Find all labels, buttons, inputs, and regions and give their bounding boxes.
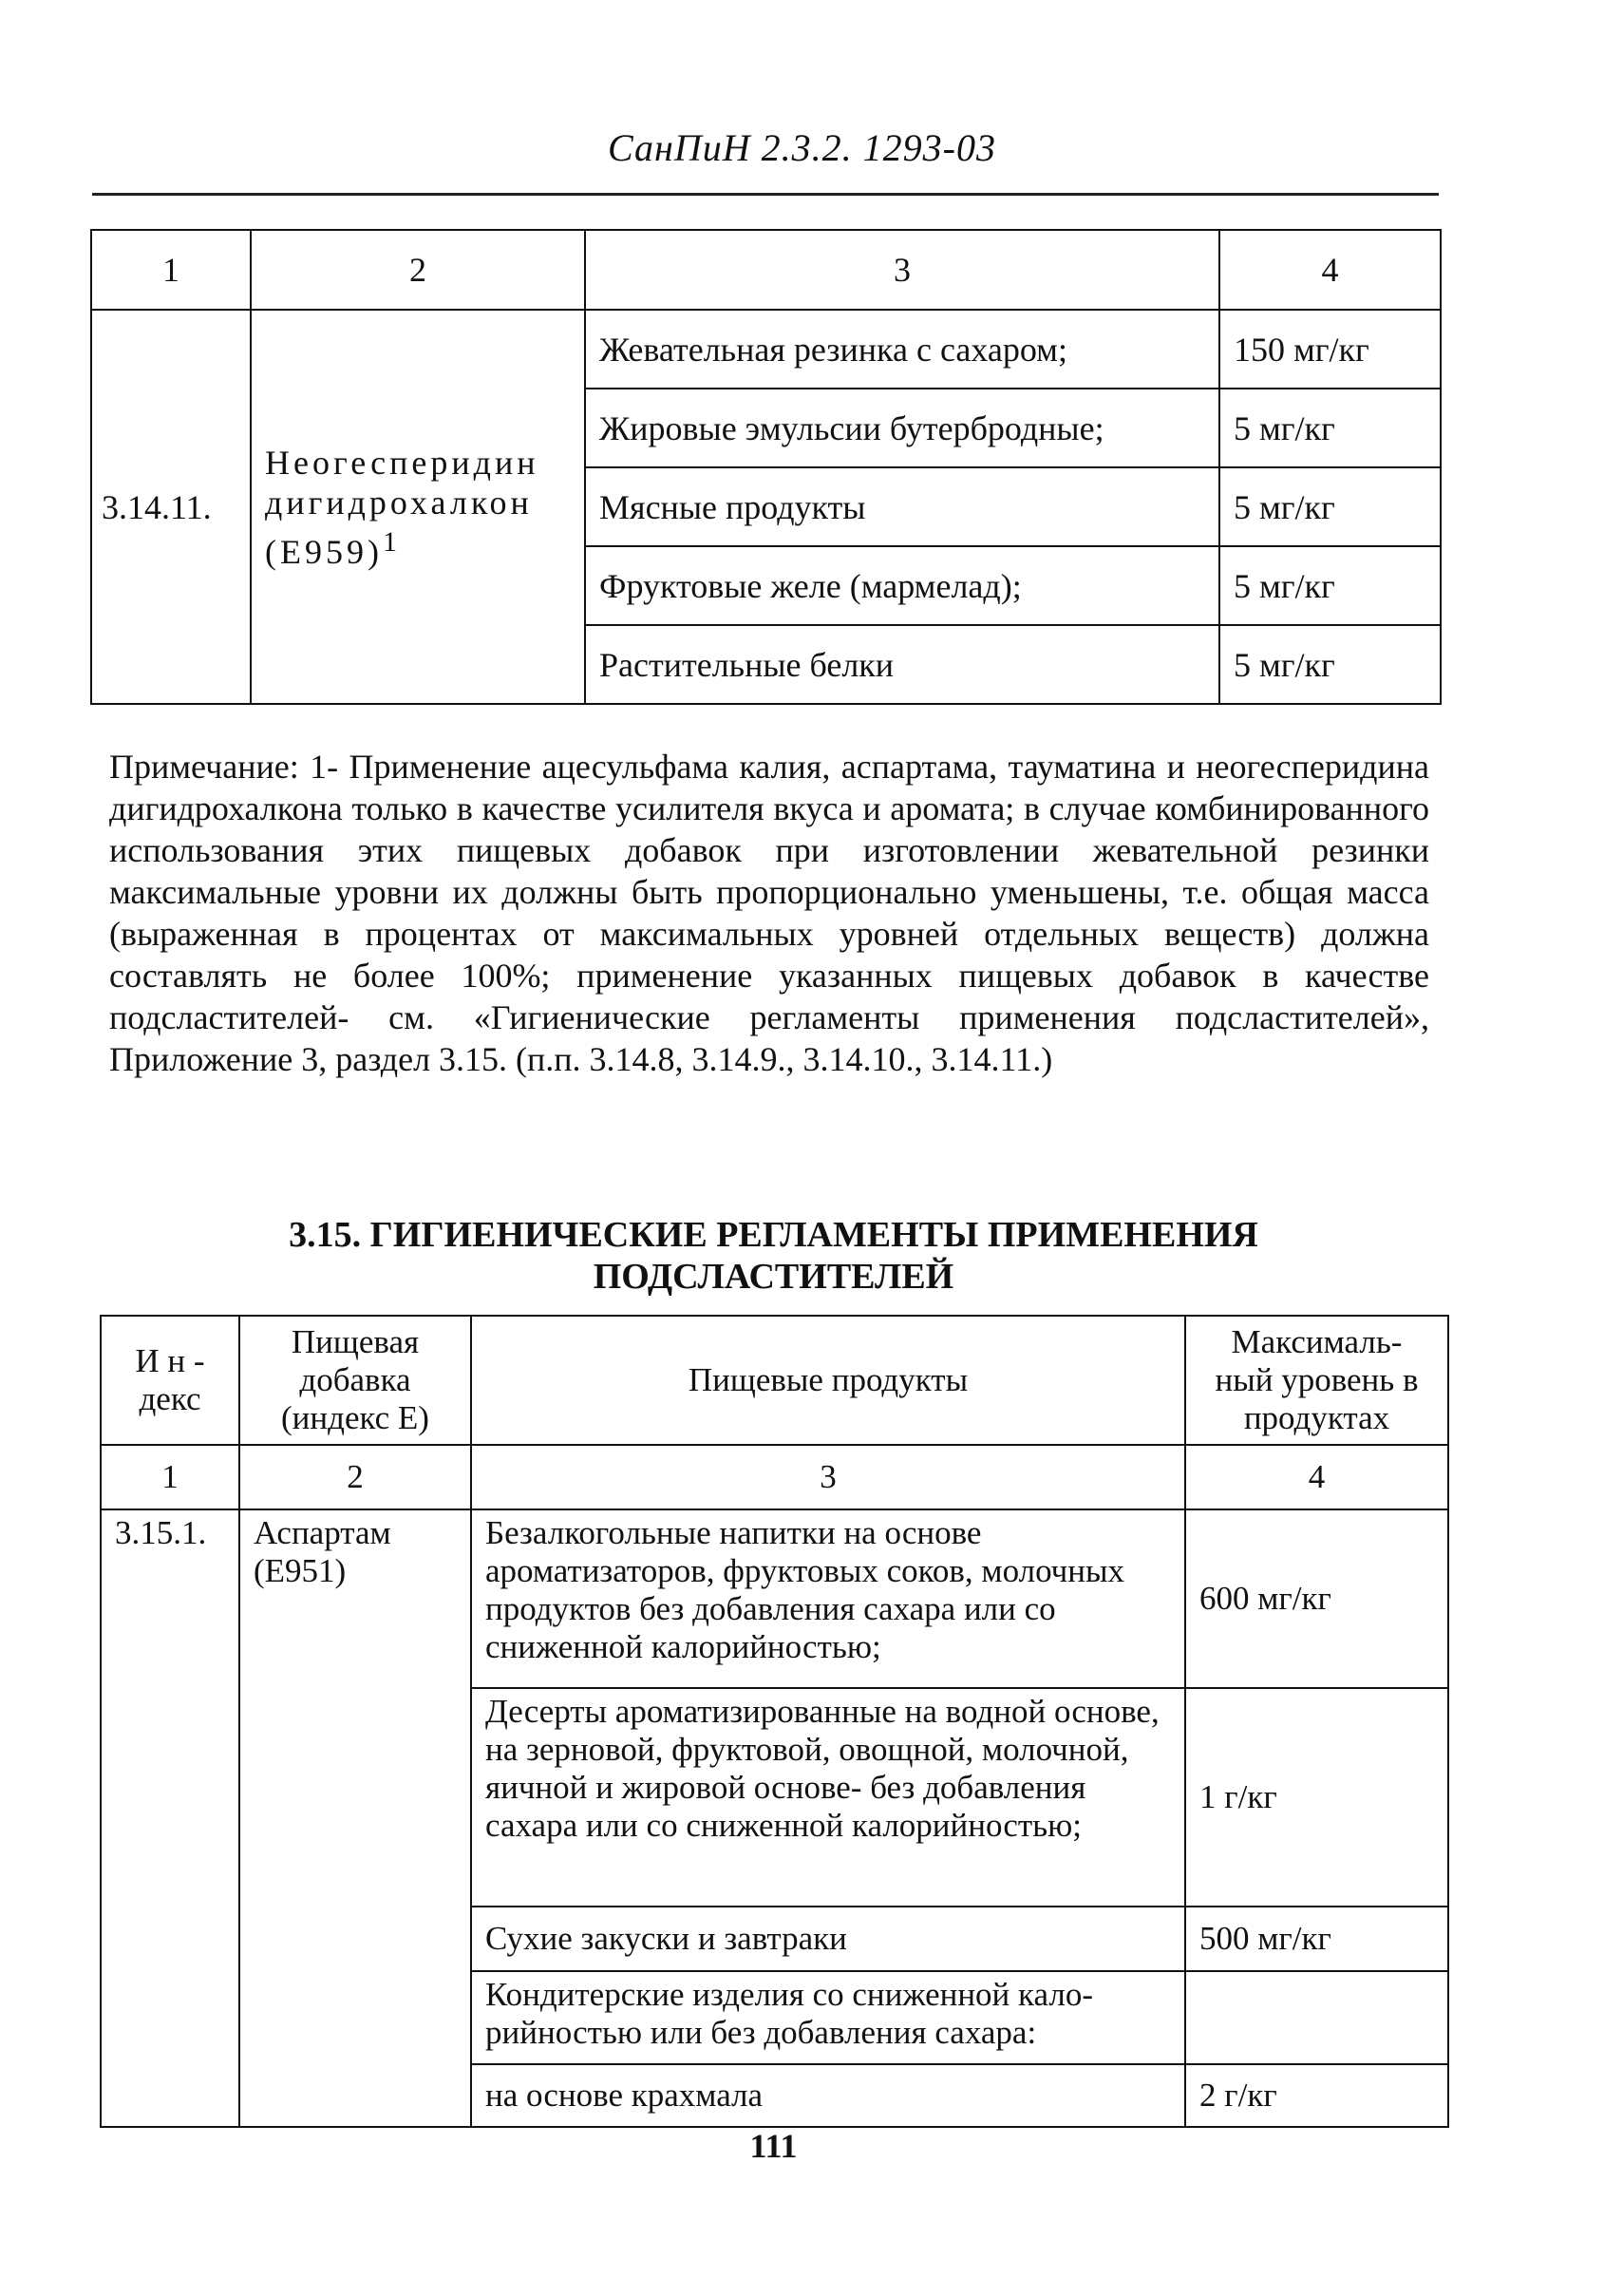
table2-index-cell: 3.15.1. <box>101 1509 239 2127</box>
table2-col-number: 3 <box>471 1445 1185 1509</box>
sweetener-regulations-table <box>100 1315 1449 2128</box>
table2-product-cell: на основе крахмала <box>471 2064 1185 2127</box>
table2-header-row <box>101 1316 1448 1445</box>
table2-product-cell: Кондитерские изделия со сниженной кало- рийностью или без добавления сахара: <box>471 1971 1185 2064</box>
table1-product-cell: Жевательная резинка с сахаром; <box>585 310 1219 389</box>
table2-additive-cell: Аспартам (Е951) <box>239 1509 471 2127</box>
table2-col-number: 1 <box>101 1445 239 1509</box>
table1-col-number: 1 <box>91 230 251 310</box>
additive-table-continued <box>90 229 1442 705</box>
table2-product-cell: Сухие закуски и завтраки <box>471 1907 1185 1971</box>
table1-level-cell: 5 мг/кг <box>1219 389 1441 467</box>
table1-level-cell: 5 мг/кг <box>1219 467 1441 546</box>
table2-header-additive: Пищевая добавка (индекс Е) <box>239 1316 471 1445</box>
table1-additive-name: Неогесперидин дигидрохалкон (E959) <box>265 443 539 571</box>
section-heading <box>0 1214 1547 1298</box>
table2-header-index: И н - декс <box>101 1316 239 1445</box>
table1-level-cell: 5 мг/кг <box>1219 546 1441 625</box>
table1-additive-cell <box>251 310 585 704</box>
header-rule <box>92 193 1439 196</box>
table2-level-cell: 500 мг/кг <box>1185 1907 1448 1971</box>
table1-product-cell: Жировые эмульсии бутербродные; <box>585 389 1219 467</box>
table2-product-cell: Безалкогольные напитки на основе ароматизаторов, фруктовых соков, молочных продуктов без добавления сахара или со сниженной калорийностью; <box>471 1509 1185 1688</box>
table1-header-row <box>91 230 1441 310</box>
table2-col-number: 4 <box>1185 1445 1448 1509</box>
table2-header-products: Пищевые продукты <box>471 1316 1185 1445</box>
table2-product-cell: Десерты ароматизированные на водной основе, на зерновой, фруктовой, овощной, молочной, яичной и жировой основе- без добавления сахара или со сниженной калорийностью; <box>471 1688 1185 1907</box>
running-header: СанПиН 2.3.2. 1293-03 <box>608 126 996 169</box>
section-heading-line: 3.15. ГИГИЕНИЧЕСКИЕ РЕГЛАМЕНТЫ ПРИМЕНЕНИЯ <box>289 1215 1258 1255</box>
table2-col-number: 2 <box>239 1445 471 1509</box>
page-number: 111 <box>749 2127 798 2165</box>
table1-col-number: 2 <box>251 230 585 310</box>
section-heading-line: ПОДСЛАСТИТЕЛЕЙ <box>593 1257 954 1297</box>
table2-level-cell: 2 г/кг <box>1185 2064 1448 2127</box>
table1-product-cell: Фруктовые желе (мармелад); <box>585 546 1219 625</box>
table2-row <box>101 1509 1448 1688</box>
table2-number-row <box>101 1445 1448 1509</box>
table2-level-cell: 1 г/кг <box>1185 1688 1448 1907</box>
footnote-paragraph: Примечание: 1- Применение ацесульфама калия, аспартама, тауматина и неогесперидина дигидрохалкона только в качестве усилителя вкуса и аромата; в случае комбинированного использования этих пищевых добавок при изготовлении жевательной резинки максимальные уровни их должны быть пропорционально уменьшены, т.е. общая масса (выраженная в процентах от максимальных уровней отдельных веществ) должна составлять не более 100%; применение указанных пищевых добавок в качестве подсластителей- см. «Гигиенические регламенты применения подсластителей», Приложение 3, раздел 3.15. (п.п. 3.14.8, 3.14.9., 3.14.10., 3.14.11.) <box>109 748 1429 1078</box>
table1-level-cell: 5 мг/кг <box>1219 625 1441 704</box>
table1-col-number: 4 <box>1219 230 1441 310</box>
footnote-marker: 1 <box>382 525 401 558</box>
table1-index-cell: 3.14.11. <box>91 310 251 704</box>
table1-row <box>91 310 1441 389</box>
table2-level-cell: 600 мг/кг <box>1185 1509 1448 1688</box>
table1-product-cell: Мясные продукты <box>585 467 1219 546</box>
table1-level-cell: 150 мг/кг <box>1219 310 1441 389</box>
table2-header-max-level: Максималь- ный уровень в продуктах <box>1185 1316 1448 1445</box>
table1-product-cell: Растительные белки <box>585 625 1219 704</box>
table2-level-cell <box>1185 1971 1448 2064</box>
table1-col-number: 3 <box>585 230 1219 310</box>
